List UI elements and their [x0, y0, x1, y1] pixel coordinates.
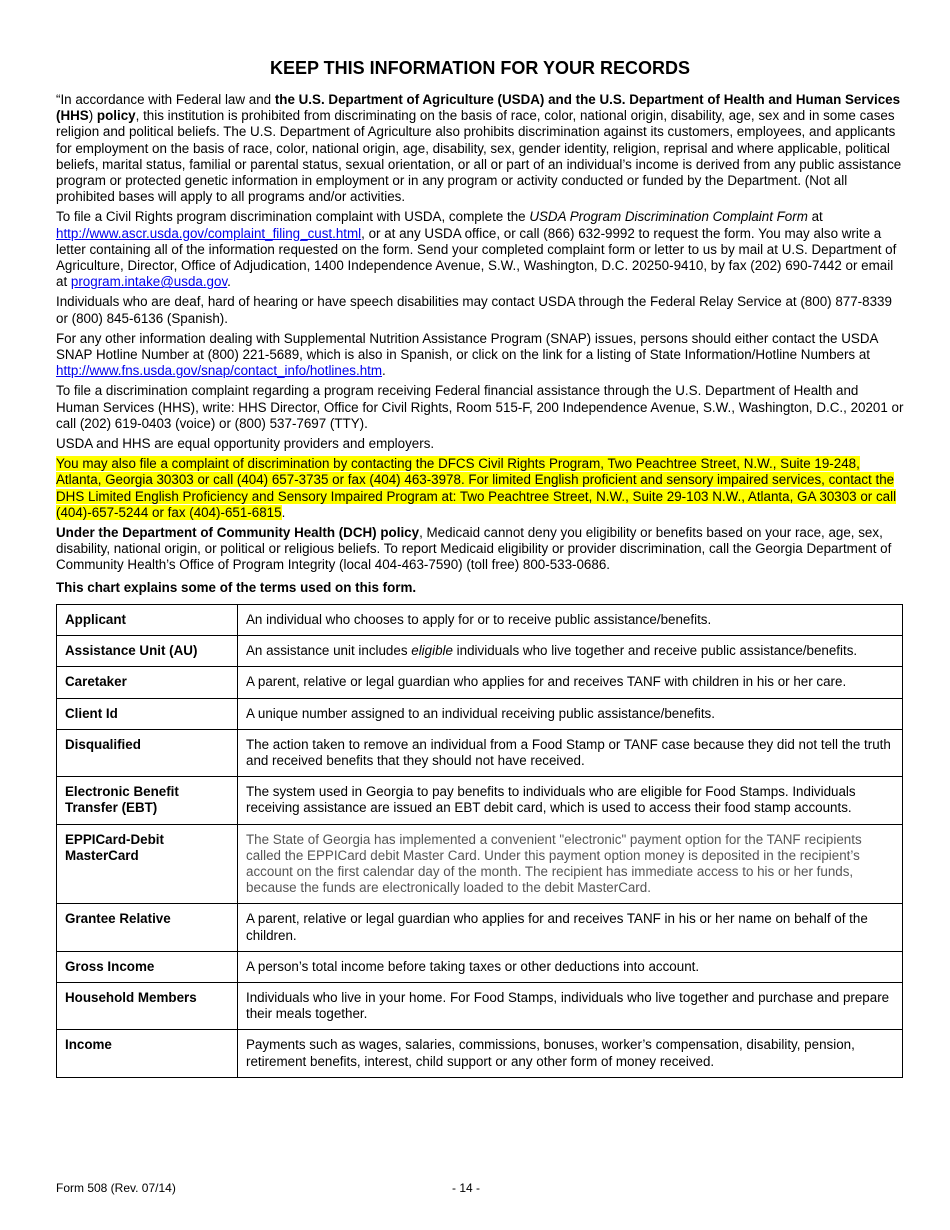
definition-cell: A parent, relative or legal guardian who applies for and receives TANF in his or her name on behalf of the children.	[238, 904, 903, 951]
form-number: Form 508 (Rev. 07/14)	[56, 1181, 176, 1195]
paragraph-dfcs-civil-rights	[56, 456, 904, 521]
text: .	[281, 504, 286, 520]
table-row	[57, 904, 903, 951]
paragraph-snap-hotline	[56, 331, 904, 380]
table-row	[57, 698, 903, 729]
form-name: USDA Program Discrimination Complaint Form	[529, 209, 808, 225]
definition-cell: The system used in Georgia to pay benefits to individuals who are eligible for Food Stamps. Individuals receiving assistance are issued an EBT debit card, which is used to access their food stamp accounts.	[238, 777, 903, 824]
text: To file a Civil Rights program discrimination complaint with USDA, complete the	[56, 209, 530, 225]
table-row	[57, 1030, 903, 1077]
definition-cell: The action taken to remove an individual from a Food Stamp or TANF case because they did not tell the truth and received benefits that they should not have received.	[238, 729, 903, 776]
term-cell: Applicant	[57, 604, 238, 635]
term-cell: Caretaker	[57, 667, 238, 698]
table-row	[57, 982, 903, 1029]
term-cell: Assistance Unit (AU)	[57, 636, 238, 667]
table-row	[57, 777, 903, 824]
definition-cell	[238, 636, 903, 667]
text: , or at any USDA office, or call (866) 632-9992 to request the form. You may also write a letter containing all of the information requested on the form. Send your completed complaint form or letter to us by mail at U.S. Department of Agriculture, Director, Office of Adjudication, 1400 Independence Avenue, S.W., Washington, D.C. 20250-9410, by fax (202) 690-7442 or email at	[56, 225, 897, 290]
paragraph-relay-service: Individuals who are deaf, hard of hearing or have speech disabilities may contact USDA through the Federal Relay Service at (800) 877-8339 or (800) 845-6136 (Spanish).	[56, 294, 892, 326]
text: For any other information dealing with Supplemental Nutrition Assistance Program (SNAP) issues, persons should either contact the USDA SNAP Hotline Number at (800) 221-5689, which is also in Spanish, or click on the link for a listing of State Information/Hotline Numbers at	[56, 330, 878, 363]
text: .	[227, 274, 231, 290]
text: , Medicaid cannot deny you eligibility or benefits based on your race, age, sex, disability, national origin, or political or religious beliefs. To report Medicaid eligibility or provider discrimination, call the Georgia Department of Community Health’s Office of Program Integrity (local 404-463-7590) (toll free) 800-533-0686.	[56, 525, 892, 573]
paragraph-nondiscrimination	[56, 92, 904, 205]
table-row	[57, 636, 903, 667]
bold-text: Under the Department of Community Health (DCH) policy	[56, 525, 420, 541]
table-row	[57, 824, 903, 904]
email-link[interactable]: program.intake@usda.gov	[70, 274, 228, 290]
paragraph-dch-policy	[56, 525, 904, 574]
text: , this institution is prohibited from discriminating on the basis of race, color, national origin, disability, age, sex and in some cases religion and political beliefs. The U.S. Department of Agriculture also prohibits discrimination against its customers, employees, and applicants for employment on the basis of race, color, national origin, age, disability, sex, gender identity, religion, reprisal and where applicable, political beliefs, marital status, familial or parental status, sexual orientation, or all or part of an individual’s income is derived from any public assistance program or protected genetic information in employment or in any program or activity conducted or funded by the Department. (Not all prohibited bases will apply to all programs and/or activities.	[56, 108, 902, 205]
definition-cell: A person’s total income before taking taxes or other deductions into account.	[238, 951, 903, 982]
paragraph-equal-opportunity: USDA and HHS are equal opportunity providers and employers.	[56, 436, 435, 452]
text: at	[807, 209, 823, 225]
term-cell: Grantee Relative	[57, 904, 238, 951]
term-cell: Income	[57, 1030, 238, 1077]
text: “In accordance with Federal law and	[56, 92, 275, 107]
text: )	[88, 108, 97, 124]
text: individuals who live together and receive public assistance/benefits.	[452, 643, 858, 659]
definition-cell: Payments such as wages, salaries, commissions, bonuses, worker’s compensation, disability, pension, retirement benefits, interest, child support or any other form of money received.	[238, 1030, 903, 1077]
snap-hotlines-link[interactable]: http://www.fns.usda.gov/snap/contact_info/hotlines.htm	[56, 363, 383, 379]
emphasis-text: eligible	[411, 643, 453, 659]
page-number: - 14 -	[452, 1181, 481, 1195]
complaint-filing-link[interactable]: http://www.ascr.usda.gov/complaint_filing_cust.html	[56, 225, 362, 241]
bold-text: policy	[96, 108, 136, 124]
text: .	[382, 363, 386, 379]
term-cell: Client Id	[57, 698, 238, 729]
term-cell: Gross Income	[57, 951, 238, 982]
definition-cell: An individual who chooses to apply for or to receive public assistance/benefits.	[238, 604, 903, 635]
table-row	[57, 667, 903, 698]
paragraph-hhs-complaint: To file a discrimination complaint regarding a program receiving Federal financial assistance through the U.S. Department of Health and Human Services (HHS), write: HHS Director, Office for Civil Rights, Room 515-F, 200 Independence Avenue, S.W., Washington, D.C., 20201 or call (202) 619-0403 (voice) or (800) 537-7697 (TTY).	[56, 383, 904, 431]
definition-cell: The State of Georgia has implemented a convenient "electronic" payment option for the TANF recipients called the EPPICard debit Master Card. Under this payment option money is deposited in the recipient’s account on the first calendar day of the month. The recipient has immediate access to his or her funds, because the funds are electronically loaded to the debit MasterCard.	[238, 824, 903, 904]
chart-intro: This chart explains some of the terms used on this form.	[56, 579, 417, 595]
page-title: KEEP THIS INFORMATION FOR YOUR RECORDS	[269, 58, 691, 78]
document-page	[56, 0, 904, 1078]
highlighted-text: You may also file a complaint of discrimination by contacting the DFCS Civil Rights Program, Two Peachtree Street, N.W., Suite 19-248, Atlanta, Georgia 30303 or call (404) 657-3735 or fax (404) 463-3978. For limited English proficient and sensory impaired services, contact the DHS Limited English Proficiency and Sensory Impaired Program at: Two Peachtree Street, N.W., Suite 29-103 N.W., Atlanta, GA 30303 or call (404)-657-5244 or fax (404)-651-6815	[56, 456, 897, 520]
bold-text: the U.S. Department of Agriculture (USDA) and the U.S. Department of Health and Human Services (HHS	[56, 92, 901, 124]
term-cell: Electronic Benefit Transfer (EBT)	[57, 777, 238, 824]
paragraph-usda-complaint	[56, 209, 904, 290]
terms-table	[56, 604, 903, 1078]
table-row	[57, 604, 903, 635]
table-row	[57, 951, 903, 982]
definition-cell: A parent, relative or legal guardian who applies for and receives TANF with children in his or her care.	[238, 667, 903, 698]
definition-cell: A unique number assigned to an individual receiving public assistance/benefits.	[238, 698, 903, 729]
term-cell: Household Members	[57, 982, 238, 1029]
table-row	[57, 729, 903, 776]
term-cell: EPPICard-Debit MasterCard	[57, 824, 238, 904]
text: An assistance unit includes	[246, 643, 412, 659]
definition-cell: Individuals who live in your home. For Food Stamps, individuals who live together and purchase and prepare their meals together.	[238, 982, 903, 1029]
term-cell: Disqualified	[57, 729, 238, 776]
